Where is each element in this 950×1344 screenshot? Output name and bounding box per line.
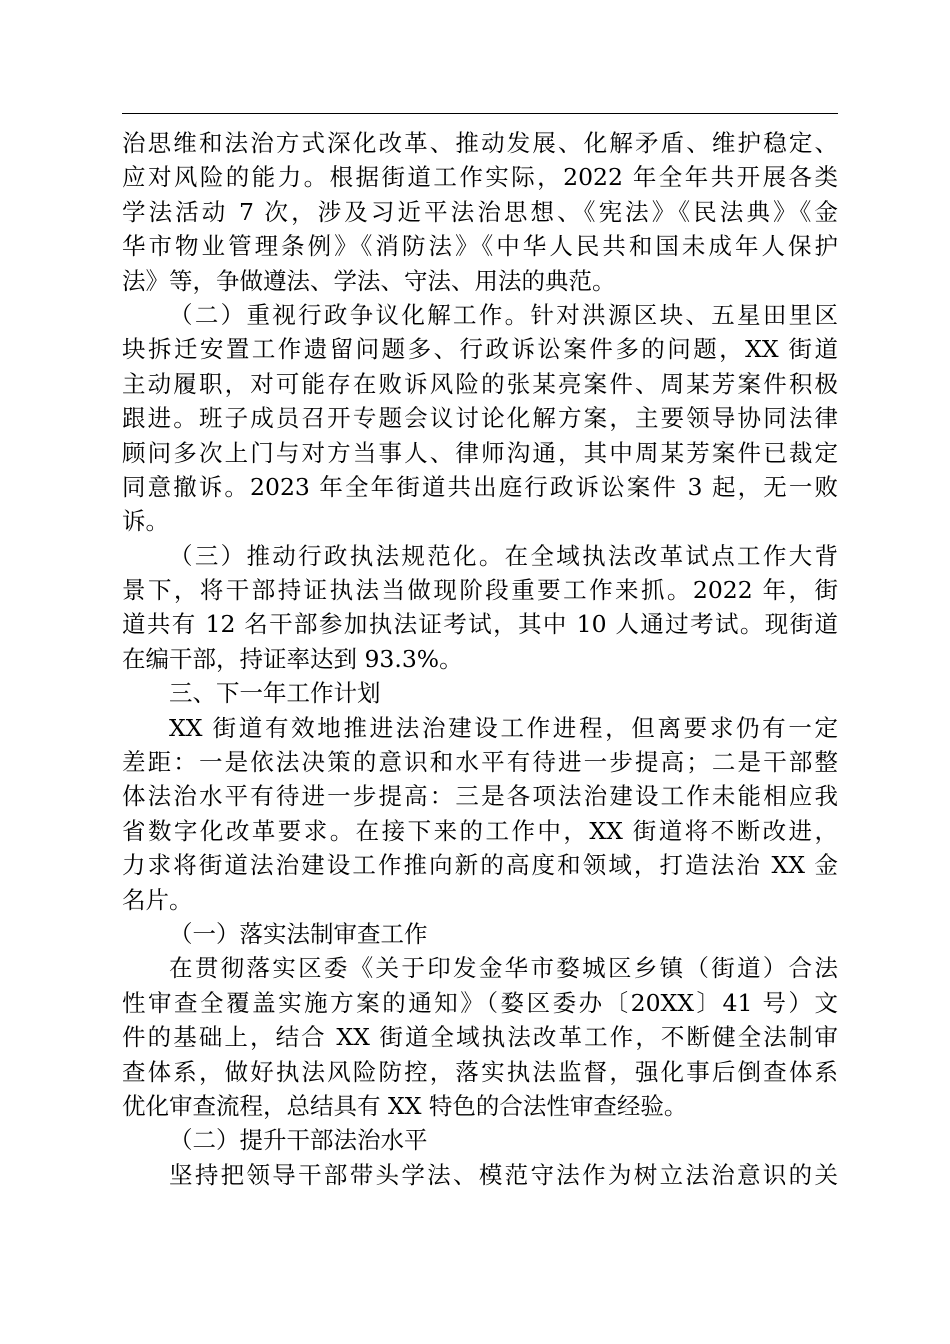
- text-line: 诉。: [122, 507, 169, 536]
- text-line: 跟进。班子成员召开专题会议讨论化解方案，主要领导协同法律: [122, 404, 838, 433]
- text-line: 性审查全覆盖实施方案的通知》（婺区委办〔20XX〕41 号）文: [122, 988, 838, 1017]
- text-line: 块拆迁安置工作遗留问题多、行政诉讼案件多的问题，XX 街道: [122, 335, 838, 364]
- section-heading-line: （二）重视行政争议化解工作。针对洪源区块、五星田里区: [169, 300, 838, 329]
- text-line: 差距：一是依法决策的意识和水平有待进一步提高；二是干部整: [122, 748, 838, 777]
- text-line: 名片。: [122, 885, 193, 914]
- section-heading-line: （三）推动行政执法规范化。在全域执法改革试点工作大背: [169, 541, 838, 570]
- subsection-heading: （一）落实法制审查工作: [169, 919, 428, 948]
- text-line: 应对风险的能力。根据街道工作实际，2022 年全年共开展各类: [122, 163, 838, 192]
- text-line: 法》等，争做遵法、学法、守法、用法的典范。: [122, 266, 616, 295]
- header-rule: [122, 113, 838, 114]
- text-line: 省数字化改革要求。在接下来的工作中，XX 街道将不断改进，: [122, 816, 838, 845]
- text-line: 在编干部，持证率达到 93.3%。: [122, 644, 463, 673]
- text-line: 坚持把领导干部带头学法、模范守法作为树立法治意识的关: [169, 1160, 838, 1189]
- text-line: 道共有 12 名干部参加执法证考试，其中 10 人通过考试。现街道: [122, 610, 838, 639]
- text-line: 体法治水平有待进一步提高：三是各项法治建设工作未能相应我: [122, 782, 838, 811]
- text-line: 力求将街道法治建设工作推向新的高度和领域，打造法治 XX 金: [122, 851, 838, 880]
- text-line: 优化审查流程，总结具有 XX 特色的合法性审查经验。: [122, 1091, 688, 1120]
- text-line: 件的基础上，结合 XX 街道全域执法改革工作，不断健全法制审: [122, 1023, 838, 1052]
- subsection-heading: （二）提升干部法治水平: [169, 1126, 428, 1155]
- text-line: 主动履职，对可能存在败诉风险的张某亮案件、周某芳案件积极: [122, 369, 838, 398]
- text-line: 华市物业管理条例》《消防法》《中华人民共和国未成年人保护: [122, 232, 838, 261]
- text-line: 治思维和法治方式深化改革、推动发展、化解矛盾、维护稳定、: [122, 129, 838, 157]
- text-line: 同意撤诉。2023 年全年街道共出庭行政诉讼案件 3 起，无一败: [122, 472, 838, 501]
- section-heading: 三、下一年工作计划: [169, 679, 381, 708]
- text-line: 查体系，做好执法风险防控，落实执法监督，强化事后倒查体系: [122, 1057, 838, 1086]
- text-line: 在贯彻落实区委《关于印发金华市婺城区乡镇（街道）合法: [169, 954, 838, 983]
- text-line: 顾问多次上门与对方当事人、律师沟通，其中周某芳案件已裁定: [122, 438, 838, 467]
- body-text: [122, 126, 838, 1192]
- text-line: 学法活动 7 次，涉及习近平法治思想、《宪法》《民法典》《金: [122, 197, 838, 226]
- text-line: 景下，将干部持证执法当做现阶段重要工作来抓。2022 年，街: [122, 576, 838, 605]
- text-line: XX 街道有效地推进法治建设工作进程，但离要求仍有一定: [169, 713, 838, 742]
